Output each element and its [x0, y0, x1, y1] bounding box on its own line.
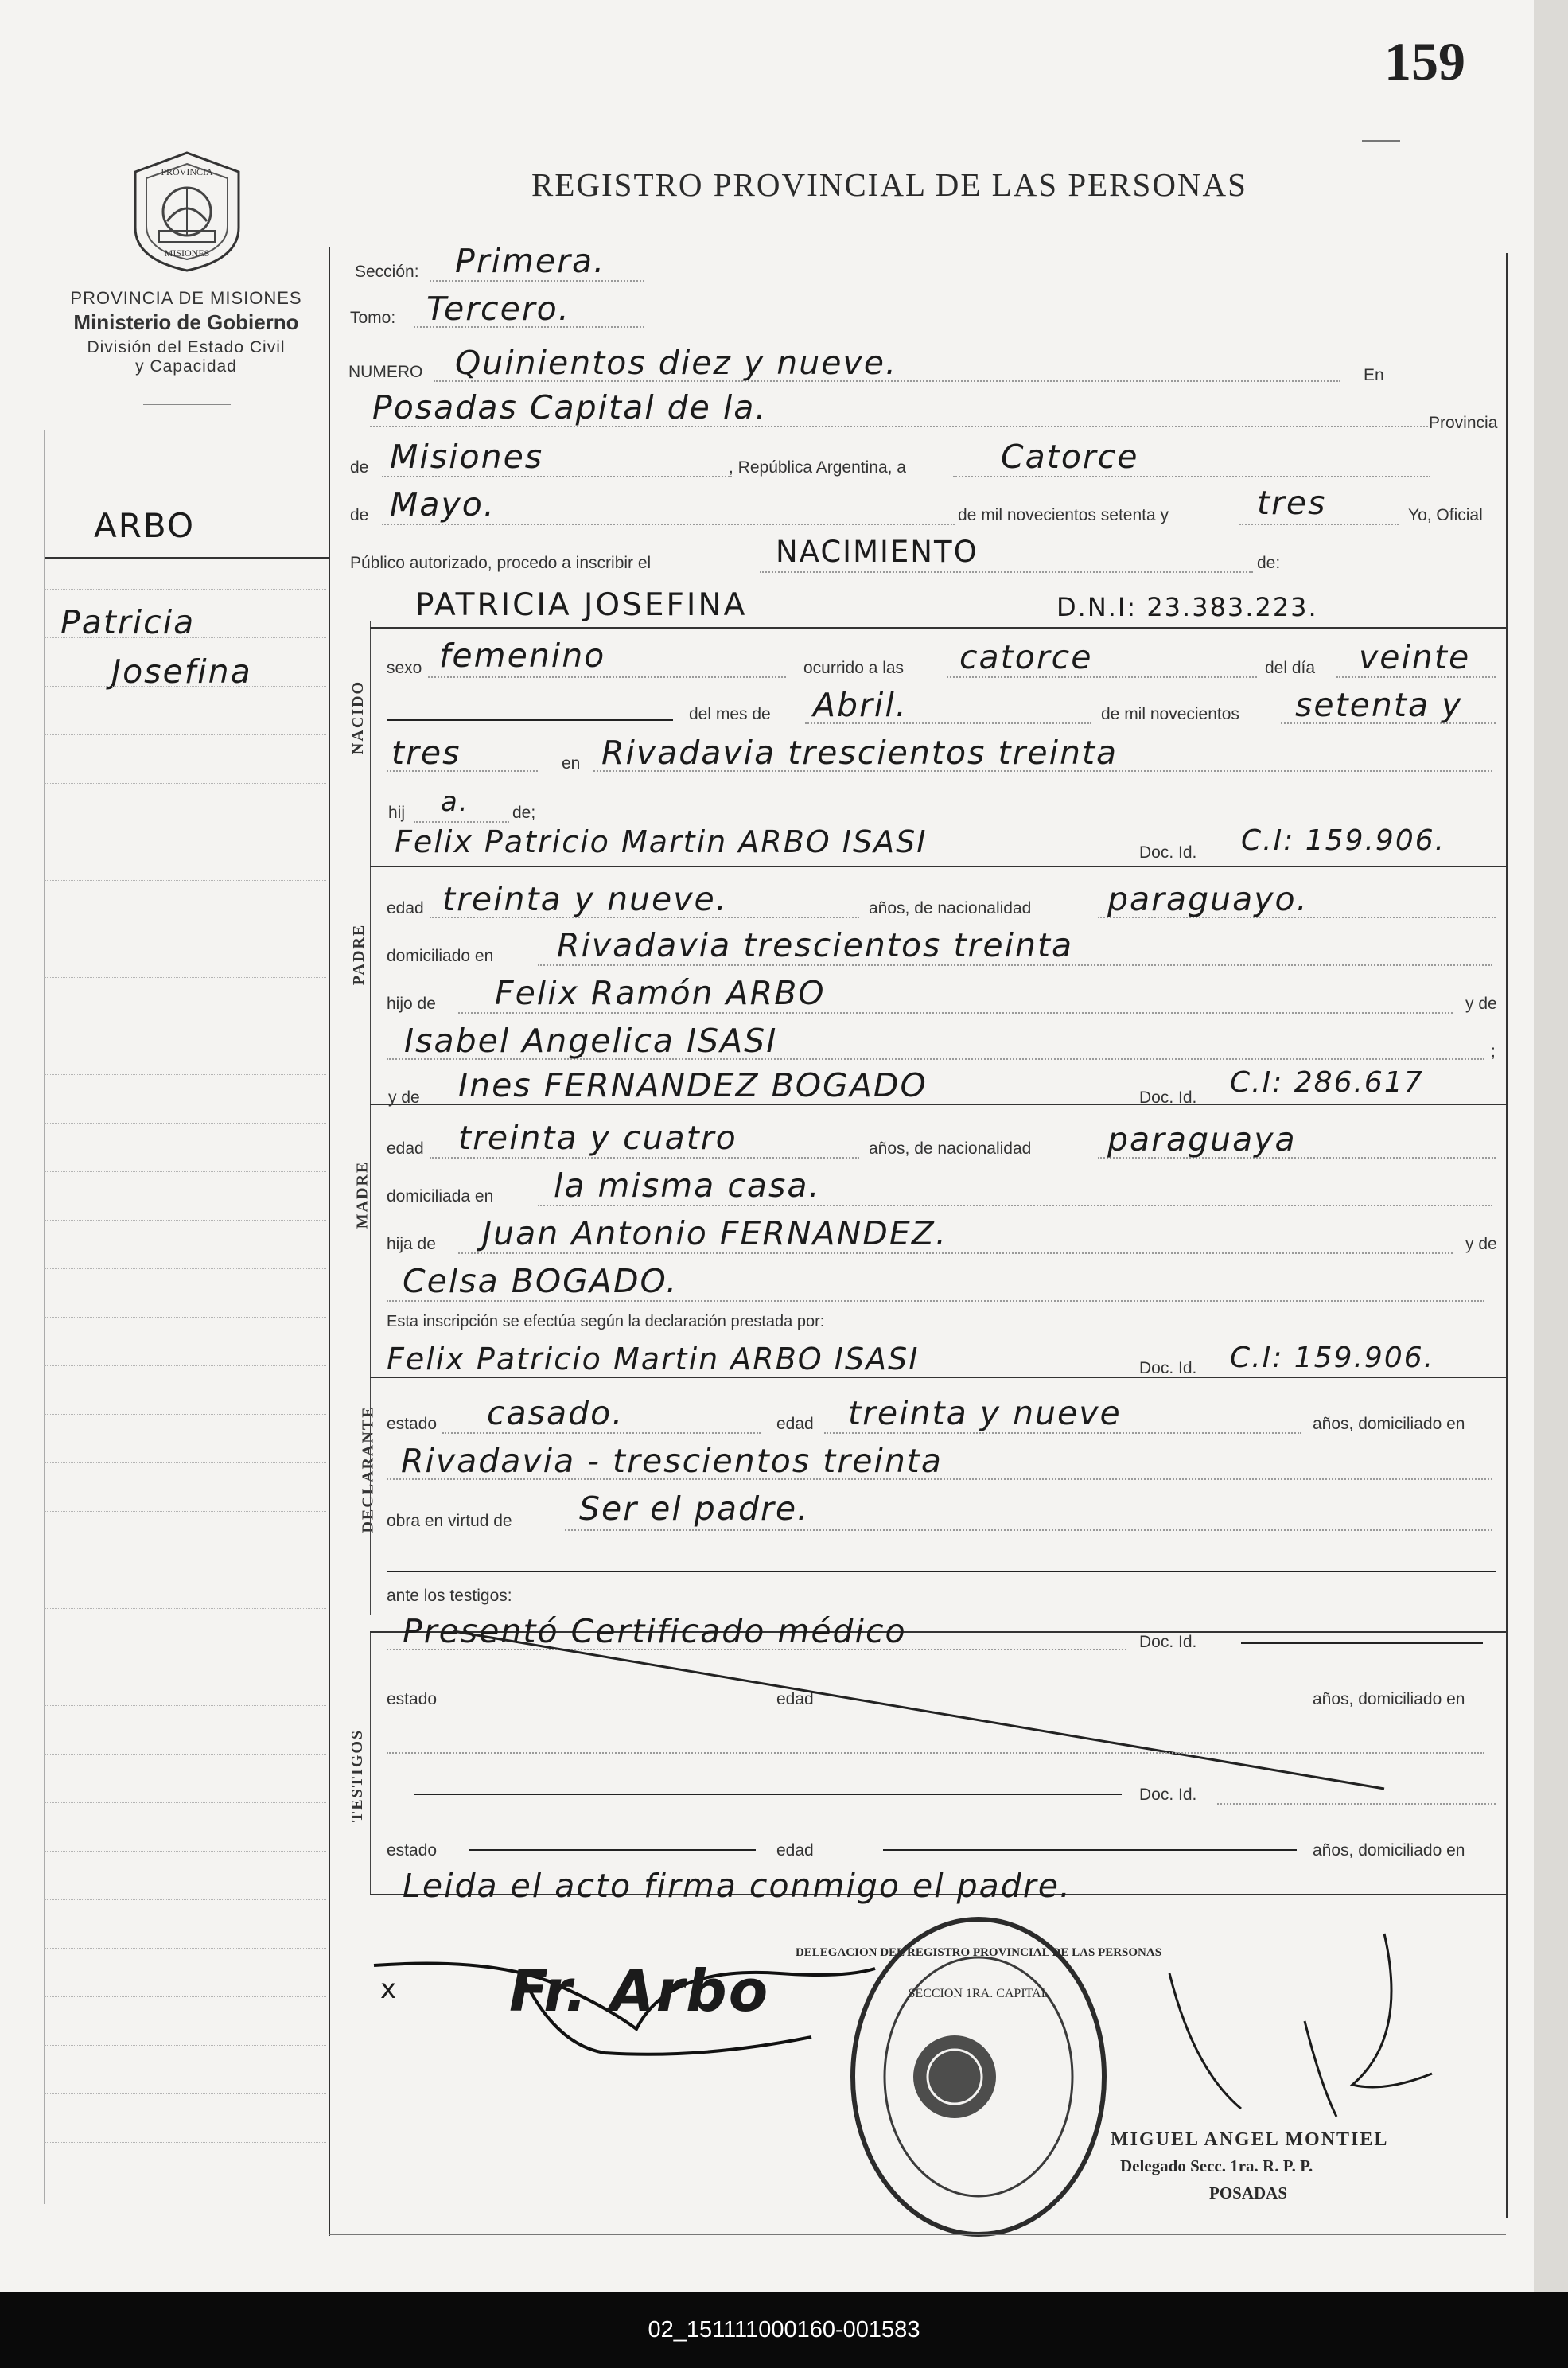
- bottom-frame-line: [329, 2234, 1506, 2235]
- value-anio-2: tres: [391, 734, 461, 772]
- label-obra: obra en virtud de: [387, 1512, 512, 1530]
- margin-ruled-line: [44, 1948, 326, 1949]
- margin-ruled-line: [44, 1317, 326, 1318]
- value-acto: NACIMIENTO: [776, 535, 979, 569]
- value-hora: catorce: [959, 638, 1093, 676]
- institution-underline: [143, 404, 231, 405]
- value-decl-virtud: Ser el padre.: [579, 1490, 810, 1528]
- label-esta-inscripcion: Esta inscripción se efectúa según la declaración prestada por:: [387, 1313, 825, 1330]
- page-edge: [1534, 0, 1568, 2292]
- label-del-dia: del día: [1265, 659, 1316, 677]
- label-de-acto: de:: [1257, 554, 1281, 572]
- official-role: Delegado Secc. 1ra. R. P. P.: [1120, 2156, 1313, 2175]
- label-hijo-de: hijo de: [387, 995, 436, 1013]
- sexo-line: [428, 676, 786, 678]
- label-provincia: Provincia: [1429, 414, 1498, 432]
- dia-line: [1336, 676, 1496, 678]
- madre-madre-line: [387, 1300, 1484, 1302]
- value-madre-nombre: Ines FERNANDEZ BOGADO: [458, 1066, 928, 1104]
- registry-seal-icon: [795, 1910, 1162, 2244]
- margin-ruled-line: [44, 1365, 326, 1366]
- margin-ruled-line: [44, 1705, 326, 1706]
- label-y-de-madre: y de: [388, 1089, 420, 1107]
- value-nacido-dni: D.N.I: 23.383.223.: [1056, 592, 1318, 622]
- margin-given-name-2: Josefina: [111, 652, 252, 691]
- madre-dom-line: [538, 1205, 1492, 1206]
- value-dia: veinte: [1359, 638, 1471, 676]
- right-border: [1506, 253, 1508, 2218]
- margin-given-name-1: Patricia: [60, 603, 196, 641]
- margin-ruled-line: [44, 1511, 326, 1512]
- label-testigo1-edad: edad: [776, 1690, 814, 1708]
- label-testigo1-dom: años, domiciliado en: [1313, 1690, 1465, 1708]
- testigo1-dom-line: [387, 1752, 1484, 1754]
- label-tomo: Tomo:: [350, 309, 396, 327]
- decl-virtud-line: [565, 1529, 1492, 1531]
- value-testigos: Presentó Certificado médico: [403, 1612, 907, 1650]
- label-en: En: [1364, 366, 1384, 384]
- margin-ruled-line: [44, 1268, 326, 1269]
- section-label-testigos: TESTIGOS: [348, 1728, 367, 1823]
- margin-ruled-line: [44, 1608, 326, 1609]
- value-numero: Quinientos diez y nueve.: [455, 344, 897, 382]
- label-yo-oficial: Yo, Oficial: [1408, 506, 1483, 524]
- section-label-declarante: DECLARANTE: [359, 1405, 377, 1533]
- testigos-inner-rule: [370, 1631, 371, 1894]
- label-decl-dom: años, domiciliado en: [1313, 1415, 1465, 1433]
- margin-divider: [329, 247, 330, 2236]
- madre-padre-line: [458, 1252, 1453, 1254]
- margin-ruled-line: [44, 977, 326, 978]
- value-lugar: Posadas Capital de la.: [372, 388, 768, 426]
- section-label-madre: MADRE: [353, 1160, 372, 1229]
- testigo-cancel-stroke: [445, 1623, 1400, 1798]
- svg-text:MISIONES: MISIONES: [164, 247, 210, 259]
- margin-ruled-line: [44, 1220, 326, 1221]
- acto-line: [760, 571, 1253, 573]
- value-madre-madre: Celsa BOGADO.: [403, 1262, 679, 1300]
- section-label-padre: PADRE: [350, 923, 368, 986]
- margin-ruled-line: [44, 1074, 326, 1075]
- label-padre-edad: edad: [387, 899, 424, 917]
- signature-mark: x: [380, 1973, 399, 2005]
- value-anio-1: setenta y: [1295, 686, 1463, 724]
- provincia-line: [382, 476, 732, 477]
- value-decl-nombre: Felix Patricio Martin ARBO ISASI: [387, 1342, 920, 1377]
- margin-ruled-line: [44, 734, 326, 735]
- separator-declarante: [370, 1377, 1506, 1378]
- value-madre-edad: treinta y cuatro: [458, 1119, 737, 1157]
- sections-inner-rule: [370, 621, 371, 1615]
- label-de-mil: de mil novecientos setenta y: [958, 506, 1169, 524]
- label-en-lugar: en: [562, 754, 581, 773]
- seccion-line: [430, 280, 644, 282]
- dia-acta-line: [953, 476, 1430, 477]
- margin-ruled-line: [44, 1123, 326, 1124]
- label-de-padres: de;: [512, 804, 536, 822]
- mes-acta-line: [382, 524, 955, 525]
- margin-rule-top: [44, 557, 329, 559]
- nacido-name-line: [370, 627, 1506, 629]
- value-decl-estado: casado.: [487, 1394, 624, 1432]
- label-decl-edad: edad: [776, 1415, 814, 1433]
- label-testigo2-edad: edad: [776, 1841, 814, 1860]
- margin-ruled-line: [44, 637, 326, 638]
- decl-edad-line: [824, 1432, 1301, 1434]
- label-hij: hij: [388, 804, 406, 822]
- value-dia-acta: Catorce: [1001, 438, 1139, 476]
- page-number-dash: [1362, 140, 1400, 142]
- value-padre-dom: Rivadavia trescientos treinta: [557, 926, 1074, 964]
- label-decl-doc: Doc. Id.: [1139, 1359, 1197, 1377]
- label-testigo2-doc: Doc. Id.: [1139, 1786, 1197, 1804]
- value-padre-madre: Isabel Angelica ISASI: [404, 1022, 778, 1060]
- label-madre-doc: Doc. Id.: [1139, 1089, 1197, 1107]
- margin-ruled-line: [44, 686, 326, 687]
- label-madre-dom: domiciliada en: [387, 1187, 494, 1205]
- value-padre-doc: C.I: 159.906.: [1241, 824, 1446, 857]
- value-sexo: femenino: [439, 637, 606, 675]
- value-madre-doc: C.I: 286.617: [1230, 1066, 1424, 1099]
- margin-ruled-line: [44, 2045, 326, 2046]
- value-nacido-nombre: PATRICIA JOSEFINA: [415, 587, 748, 623]
- label-de-mes: de: [350, 506, 369, 524]
- margin-ruled-line: [44, 1996, 326, 1997]
- value-seccion: Primera.: [455, 242, 606, 280]
- svg-text:PROVINCIA: PROVINCIA: [161, 166, 213, 177]
- testigo2-name-line: [414, 1794, 1122, 1795]
- label-madre-nac: años, de nacionalidad: [869, 1139, 1032, 1158]
- official-signature-icon: [1146, 1926, 1464, 2132]
- label-testigo1-doc: Doc. Id.: [1139, 1633, 1197, 1651]
- label-republica: , República Argentina, a: [729, 458, 906, 477]
- institution-block: [44, 288, 329, 376]
- value-mes: Abril.: [813, 686, 908, 724]
- decl-estado-line: [442, 1432, 761, 1434]
- svg-text:SECCION 1RA. CAPITAL: SECCION 1RA. CAPITAL: [908, 1987, 1049, 2000]
- label-madre-edad: edad: [387, 1139, 424, 1158]
- hora-blank-line: [387, 719, 673, 721]
- label-testigo2-dom: años, domiciliado en: [1313, 1841, 1465, 1860]
- testigo2-doc-line: [1217, 1803, 1496, 1805]
- testigo2-estado-line: [469, 1849, 756, 1851]
- institution-capacity: y Capacidad: [135, 357, 237, 376]
- label-hija-de: hija de: [387, 1235, 436, 1253]
- anio-2-line: [387, 770, 538, 772]
- label-sexo: sexo: [387, 659, 422, 677]
- value-madre-nac: paraguaya: [1107, 1120, 1297, 1159]
- margin-surname: ARBO: [94, 506, 196, 545]
- separator-padre: [370, 866, 1506, 867]
- value-cierre: Leida el acto firma conmigo el padre.: [403, 1867, 1072, 1905]
- label-de-provincia: de: [350, 458, 369, 477]
- label-numero: NUMERO: [348, 363, 423, 381]
- institution-province: PROVINCIA DE MISIONES: [70, 288, 302, 308]
- margin-ruled-line: [44, 1754, 326, 1755]
- file-id-bar: [0, 2292, 1568, 2368]
- madre-edad-line: [430, 1157, 859, 1159]
- label-de-mil-nac: de mil novecientos: [1101, 705, 1239, 723]
- label-semicolon: ;: [1491, 1042, 1496, 1061]
- margin-ruled-line: [44, 2142, 326, 2143]
- section-label-nacido: NACIDO: [349, 680, 368, 755]
- margin-ruled-line: [44, 1171, 326, 1172]
- margin-ruled-line: [44, 2093, 326, 2094]
- label-padre-nac: años, de nacionalidad: [869, 899, 1032, 917]
- margin-ruled-line: [44, 1851, 326, 1852]
- official-city: POSADAS: [1209, 2183, 1288, 2202]
- margin-ruled-line: [44, 880, 326, 881]
- label-ante: ante los testigos:: [387, 1587, 512, 1605]
- margin-ruled-line: [44, 1899, 326, 1900]
- value-madre-padre: Juan Antonio FERNANDEZ.: [482, 1214, 947, 1252]
- svg-text:DELEGACION DEL REGISTRO PROVIN: DELEGACION DEL REGISTRO PROVINCIAL DE LAS PERSONAS: [795, 1946, 1162, 1959]
- decl-blank-line: [387, 1571, 1496, 1572]
- margin-ruled-line: [44, 589, 326, 590]
- padre-padre-line: [458, 1012, 1453, 1014]
- margin-ruled-line: [44, 1802, 326, 1803]
- label-testigo1-estado: estado: [387, 1690, 438, 1708]
- page-title: REGISTRO PROVINCIAL DE LAS PERSONAS: [531, 166, 1247, 203]
- label-testigo2-estado: estado: [387, 1841, 438, 1860]
- label-padre-doc: Doc. Id.: [1139, 843, 1197, 862]
- provincial-emblem-icon: [127, 148, 247, 275]
- value-mes-acta: Mayo.: [390, 485, 496, 524]
- value-tomo: Tercero.: [426, 290, 570, 328]
- official-name: MIGUEL ANGEL MONTIEL: [1111, 2129, 1389, 2150]
- value-decl-dom: Rivadavia - trescientos treinta: [401, 1442, 944, 1480]
- value-padre-nombre: Felix Patricio Martin ARBO ISASI: [395, 824, 928, 859]
- page-number: 159: [1384, 31, 1465, 92]
- institution-division: División del Estado Civil: [87, 338, 286, 356]
- testigo2-edad-line: [883, 1849, 1297, 1851]
- margin-ruled-line: [44, 1462, 326, 1463]
- value-padre-padre: Felix Ramón ARBO: [495, 974, 826, 1012]
- label-y-de-padre: y de: [1465, 995, 1497, 1013]
- margin-ruled-line: [44, 783, 326, 784]
- label-decl-estado: estado: [387, 1415, 438, 1433]
- label-padre-dom: domiciliado en: [387, 947, 494, 965]
- value-madre-dom: la misma casa.: [554, 1166, 821, 1205]
- value-decl-edad: treinta y nueve: [848, 1394, 1122, 1432]
- hora-line: [947, 676, 1257, 678]
- label-ocurrido: ocurrido a las: [803, 659, 905, 677]
- label-publico: Público autorizado, procedo a inscribir el: [350, 554, 652, 572]
- label-del-mes: del mes de: [689, 705, 771, 723]
- label-y-de-abuela: y de: [1465, 1235, 1497, 1253]
- value-padre-edad: treinta y nueve.: [442, 880, 728, 918]
- value-provincia: Misiones: [390, 438, 544, 476]
- label-seccion: Sección:: [355, 263, 419, 281]
- value-lugar-nac: Rivadavia trescientos treinta: [601, 734, 1119, 772]
- institution-ministry: Ministerio de Gobierno: [73, 310, 299, 334]
- anio-acta-line: [1239, 524, 1399, 525]
- value-padre-nac: paraguayo.: [1107, 880, 1309, 918]
- hij-line: [414, 821, 509, 823]
- value-decl-doc: C.I: 159.906.: [1230, 1342, 1435, 1374]
- margin-ruled-line: [44, 1414, 326, 1415]
- padre-dom-line: [538, 964, 1492, 966]
- signature-name: Fr. Arbo: [509, 1957, 770, 2024]
- file-id: 02_151111000160-001583: [648, 2317, 920, 2343]
- value-hij: a.: [441, 786, 469, 818]
- value-anio-acta: tres: [1257, 484, 1327, 522]
